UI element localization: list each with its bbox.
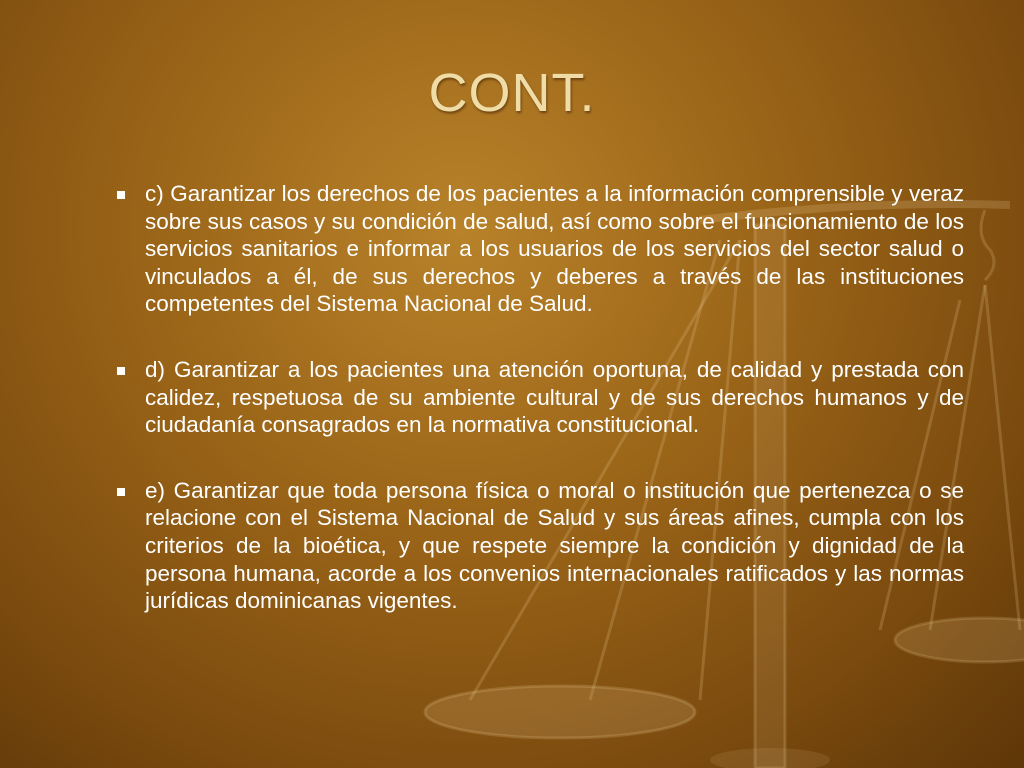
square-bullet-icon [117, 367, 125, 375]
bullet-text: e) Garantizar que toda persona física o moral o institución que pertenezca o se relacione con el Sistema Nacional de Salud y sus áreas afines, cumpla con los criterios de la bioética, y que respete siempre la condición y dignidad de la persona humana, acorde a los convenios internacionales ratificados y las normas jurídicas dominicanas vigentes. [145, 477, 964, 614]
bullet-list [112, 180, 964, 653]
bullet-item [112, 356, 964, 439]
bullet-item [112, 477, 964, 615]
square-bullet-icon [117, 191, 125, 199]
bullet-text: d) Garantizar a los pacientes una atención oportuna, de calidad y prestada con calidez, respetuosa de su ambiente cultural y de sus derechos humanos y de ciudadanía consagrados en la normativa constitucional. [145, 356, 964, 438]
bullet-text: c) Garantizar los derechos de los pacientes a la información comprensible y veraz sobre sus casos y su condición de salud, así como sobre el funcionamiento de los servicios sanitarios e informar a los usuarios de los servicios del sector salud o vinculados a él, de sus derechos y deberes a través de las instituciones competentes del Sistema Nacional de Salud. [145, 181, 964, 317]
slide-title: CONT. [428, 63, 596, 123]
square-bullet-icon [117, 488, 125, 496]
bullet-item [112, 180, 964, 318]
